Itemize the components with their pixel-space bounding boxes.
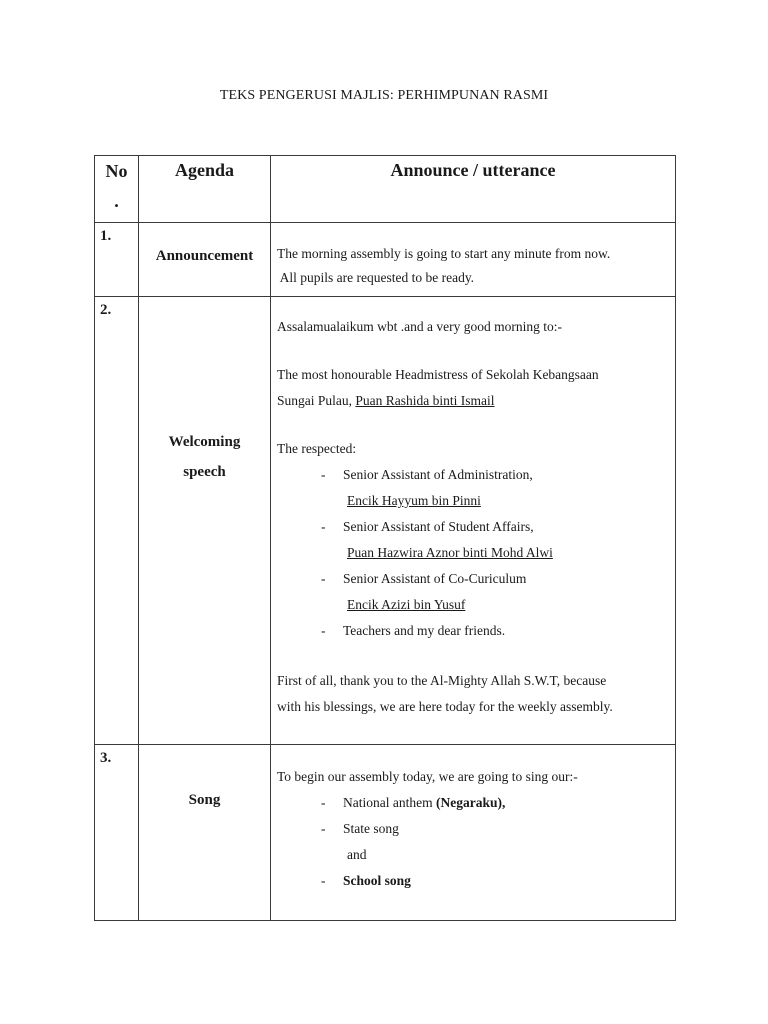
song-name-bold: (Negaraku), (435, 795, 506, 810)
song-label: State song (343, 821, 399, 836)
headmistress-school: Sungai Pulau, (277, 393, 356, 408)
list-item (277, 514, 671, 540)
list-item (277, 566, 671, 592)
list-item (277, 618, 671, 644)
role-label: Senior Assistant of Administration, (343, 467, 533, 482)
header-no-dot: . (114, 191, 119, 211)
closing-line: First of all, thank you to the Al-Mighty Allah S.W.T, because (277, 673, 607, 688)
person-name: Encik Azizi bin Yusuf (347, 597, 466, 612)
bullet-dash: - (321, 821, 326, 836)
closing-line: with his blessings, we are here today for the weekly assembly. (277, 699, 613, 714)
bullet-dash: - (321, 623, 326, 638)
person-name: Encik Hayyum bin Pinni (347, 493, 481, 508)
utterance-line: The morning assembly is going to start any minute from now. (277, 246, 611, 261)
role-label: Senior Assistant of Student Affairs, (343, 519, 534, 534)
header-agenda: Agenda (174, 160, 234, 180)
role-label: Senior Assistant of Co-Curiculum (343, 571, 527, 586)
bullet-dash: - (321, 467, 326, 482)
agenda-welcoming: Welcoming (168, 434, 241, 450)
agenda-table (94, 155, 676, 921)
song-intro: To begin our assembly today, we are going to sing our:- (277, 769, 578, 784)
row-number: 2. (100, 302, 112, 318)
role-label: Teachers and my dear friends. (343, 623, 506, 638)
table-row (95, 745, 676, 921)
song-label: School song (343, 873, 411, 888)
list-item (277, 462, 671, 488)
bullet-dash: - (321, 795, 326, 810)
agenda-song: Song (188, 792, 221, 808)
greeting-line: Assalamualaikum wbt .and a very good morning to:- (277, 319, 562, 334)
header-utterance-cell (271, 156, 676, 223)
utterance-line: All pupils are requested to be ready. (277, 270, 475, 285)
headmistress-name: Puan Rashida binti Ismail (355, 393, 495, 408)
header-no-cell (95, 156, 139, 223)
list-item (277, 790, 671, 816)
bullet-dash: - (321, 873, 326, 888)
table-row (95, 223, 676, 297)
row-number: 3. (100, 750, 112, 766)
table-header-row (95, 156, 676, 223)
header-no: No (105, 161, 128, 181)
respected-line: The respected: (277, 441, 357, 456)
header-utterance: Announce / utterance (390, 160, 556, 180)
agenda-announcement: Announcement (155, 248, 254, 264)
list-item (277, 868, 671, 894)
bullet-dash: - (321, 519, 326, 534)
document-title: TEKS PENGERUSI MAJLIS: PERHIMPUNAN RASMI (219, 88, 549, 103)
song-and: and (347, 847, 367, 862)
agenda-speech: speech (183, 464, 226, 480)
table-row (95, 297, 676, 745)
song-label: National anthem (343, 795, 436, 810)
header-agenda-cell (139, 156, 271, 223)
row-number: 1. (100, 228, 112, 244)
headmistress-line: The most honourable Headmistress of Sekolah Kebangsaan (277, 367, 599, 382)
list-item (277, 816, 671, 842)
bullet-dash: - (321, 571, 326, 586)
person-name: Puan Hazwira Aznor binti Mohd Alwi (347, 545, 553, 560)
